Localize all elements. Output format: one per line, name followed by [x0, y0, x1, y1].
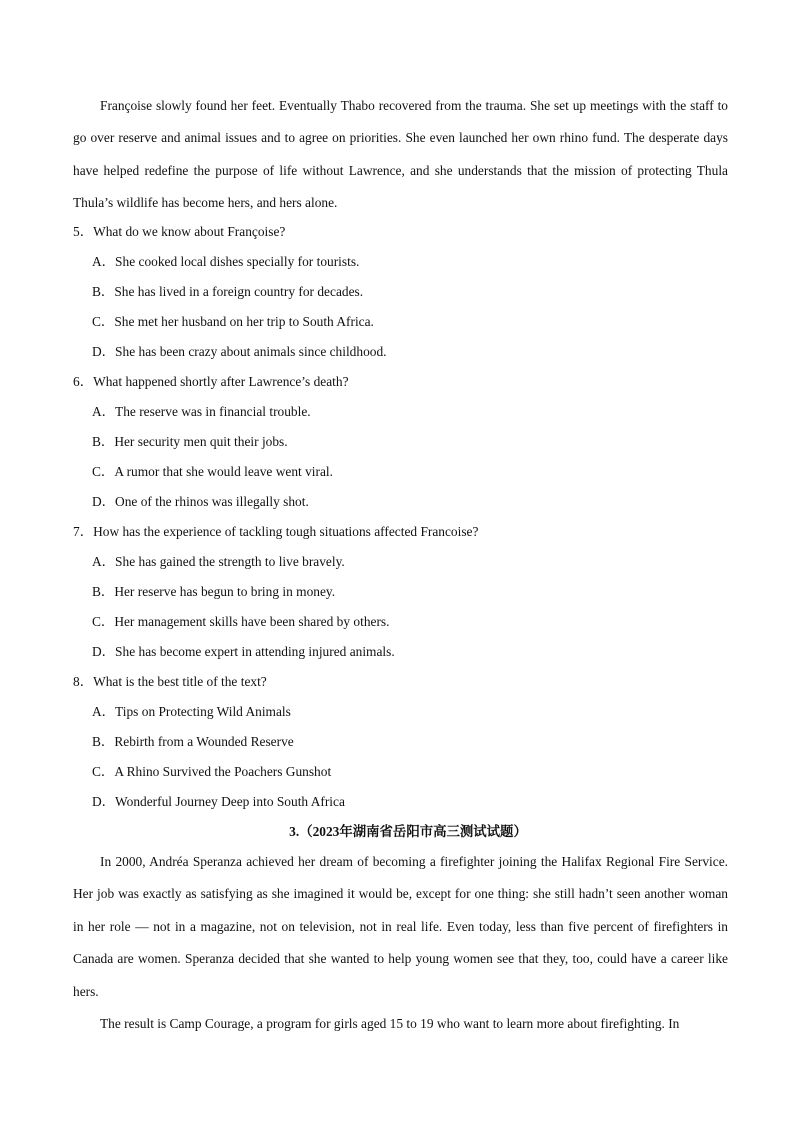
q6-option-a: A．The reserve was in financial trouble. — [92, 404, 311, 419]
q5-option-d: D．She has been crazy about animals since childhood. — [92, 344, 387, 359]
q7-option-a: A．She has gained the strength to live bravely. — [92, 554, 345, 569]
section3-paragraph-1: In 2000, Andréa Speranza achieved her dream of becoming a firefighter joining the Halifax Regional Fire Service. Her job was exactly as satisfying as she imagined it would be, except for one thing: she still hadn’t seen another woman in her role — not in a magazine, not on television, not in real life. Even today, less than five percent of firefighters in Canada are women. Speranza decided that she wanted to help young women see that they, too, could have a career like hers. — [73, 854, 728, 999]
question-6: 6．What happened shortly after Lawrence’s death? — [73, 374, 349, 389]
section-title: 3.（2023年湖南省岳阳市高三测试试题） — [289, 824, 527, 839]
q8-option-d: D．Wonderful Journey Deep into South Africa — [92, 794, 345, 809]
q6-option-c: C．A rumor that she would leave went viral. — [92, 464, 333, 479]
q8-option-b: B．Rebirth from a Wounded Reserve — [92, 734, 294, 749]
section3-paragraph-2: The result is Camp Courage, a program for girls aged 15 to 19 who want to learn more about firefighting. In — [100, 1016, 680, 1031]
passage-paragraph — [73, 90, 728, 220]
question-8: 8．What is the best title of the text? — [73, 674, 267, 689]
q8-option-c: C．A Rhino Survived the Poachers Gunshot — [92, 764, 332, 779]
passage-text: Françoise slowly found her feet. Eventually Thabo recovered from the trauma. She set up meetings with the staff to go over reserve and animal issues and to agree on priorities. She even launched her own rhino fund. The desperate days have helped redefine the purpose of life without Lawrence, and she understands that the mission of protecting Thula Thula’s wildlife has become hers, and hers alone. — [73, 98, 728, 211]
q8-option-a: A．Tips on Protecting Wild Animals — [92, 704, 291, 719]
q5-option-a: A．She cooked local dishes specially for tourists. — [92, 254, 360, 269]
q7-option-b: B．Her reserve has begun to bring in money. — [92, 584, 336, 599]
question-7: 7．How has the experience of tackling tough situations affected Francoise? — [73, 524, 479, 539]
q5-option-c: C．She met her husband on her trip to South Africa. — [92, 314, 374, 329]
q5-option-b: B．She has lived in a foreign country for decades. — [92, 284, 364, 299]
q7-option-d: D．She has become expert in attending injured animals. — [92, 644, 395, 659]
q6-option-d: D．One of the rhinos was illegally shot. — [92, 494, 309, 509]
q7-option-c: C．Her management skills have been shared by others. — [92, 614, 390, 629]
q6-option-b: B．Her security men quit their jobs. — [92, 434, 288, 449]
question-5: 5．What do we know about Françoise? — [73, 224, 286, 239]
